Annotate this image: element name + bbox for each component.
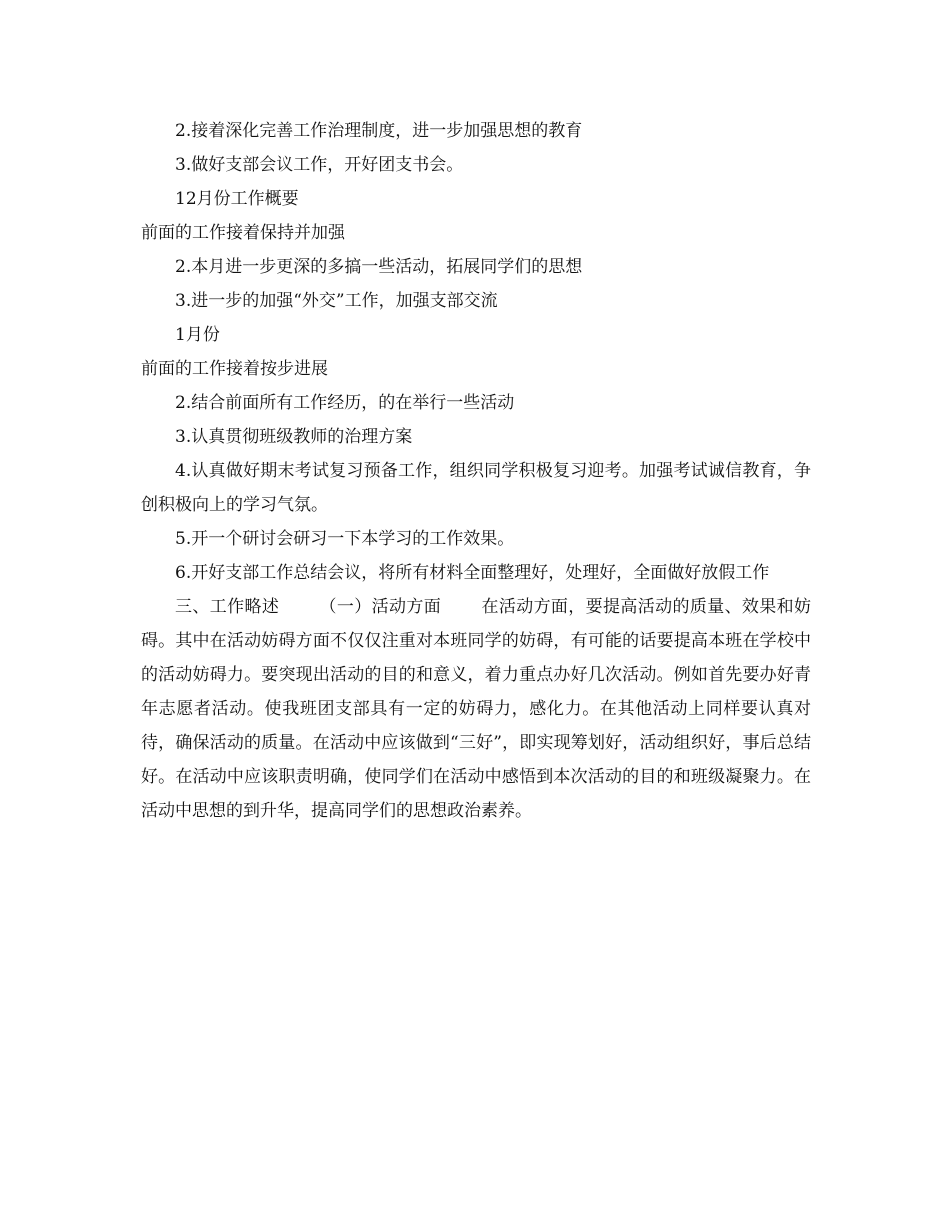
text-line-10: 3.认真贯彻班级教师的治理方案	[175, 427, 413, 447]
text-line-4: 前面的工作接着保持并加强	[141, 223, 345, 243]
document-body	[141, 114, 811, 828]
section-work-overview	[141, 590, 811, 828]
section-subheading: （一）活动方面	[319, 597, 442, 617]
text-line-3: 12月份工作概要	[175, 189, 299, 209]
paragraph-exam-prep: 4.认真做好期末考试复习预备工作，组织同学积极复习迎考。加强考试诚信教育，争创积极向上的学习气氛。	[141, 461, 811, 515]
text-line-6: 3.进一步的加强“外交”工作，加强支部交流	[175, 291, 498, 311]
section-body: 在活动方面，要提高活动的质量、效果和妨碍。其中在活动妨碍方面不仅仅注重对本班同学的妨碍，有可能的话要提高本班在学校中的活动妨碍力。要突现出活动的目的和意义，着力重点办好几次活动。例如首先要办好青年志愿者活动。使我班团支部具有一定的妨碍力，感化力。在其他活动上同样要认真对待，确保活动的质量。在活动中应该做到“三好”，即实现筹划好，活动组织好，事后总结好。在活动中应该职责明确，使同学们在活动中感悟到本次活动的目的和班级凝聚力。在活动中思想的到升华，提高同学们的思想政治素养。	[141, 597, 812, 821]
text-line-9: 2.结合前面所有工作经历，的在举行一些活动	[175, 393, 515, 413]
section-heading: 三、工作略述	[175, 597, 280, 617]
text-line-1: 2.接着深化完善工作治理制度，进一步加强思想的教育	[175, 121, 583, 141]
text-line-7: 1月份	[175, 325, 220, 345]
text-line-8: 前面的工作接着按步进展	[141, 359, 328, 379]
text-line-5: 2.本月进一步更深的多搞一些活动，拓展同学们的思想	[175, 257, 583, 277]
text-line-2: 3.做好支部会议工作，开好团支书会。	[175, 155, 464, 175]
text-line-seminar: 5.开一个研讨会研习一下本学习的工作效果。	[175, 529, 515, 549]
paragraph-summary-meeting: 6.开好支部工作总结会议，将所有材料全面整理好，处理好，全面做好放假工作	[175, 563, 770, 583]
